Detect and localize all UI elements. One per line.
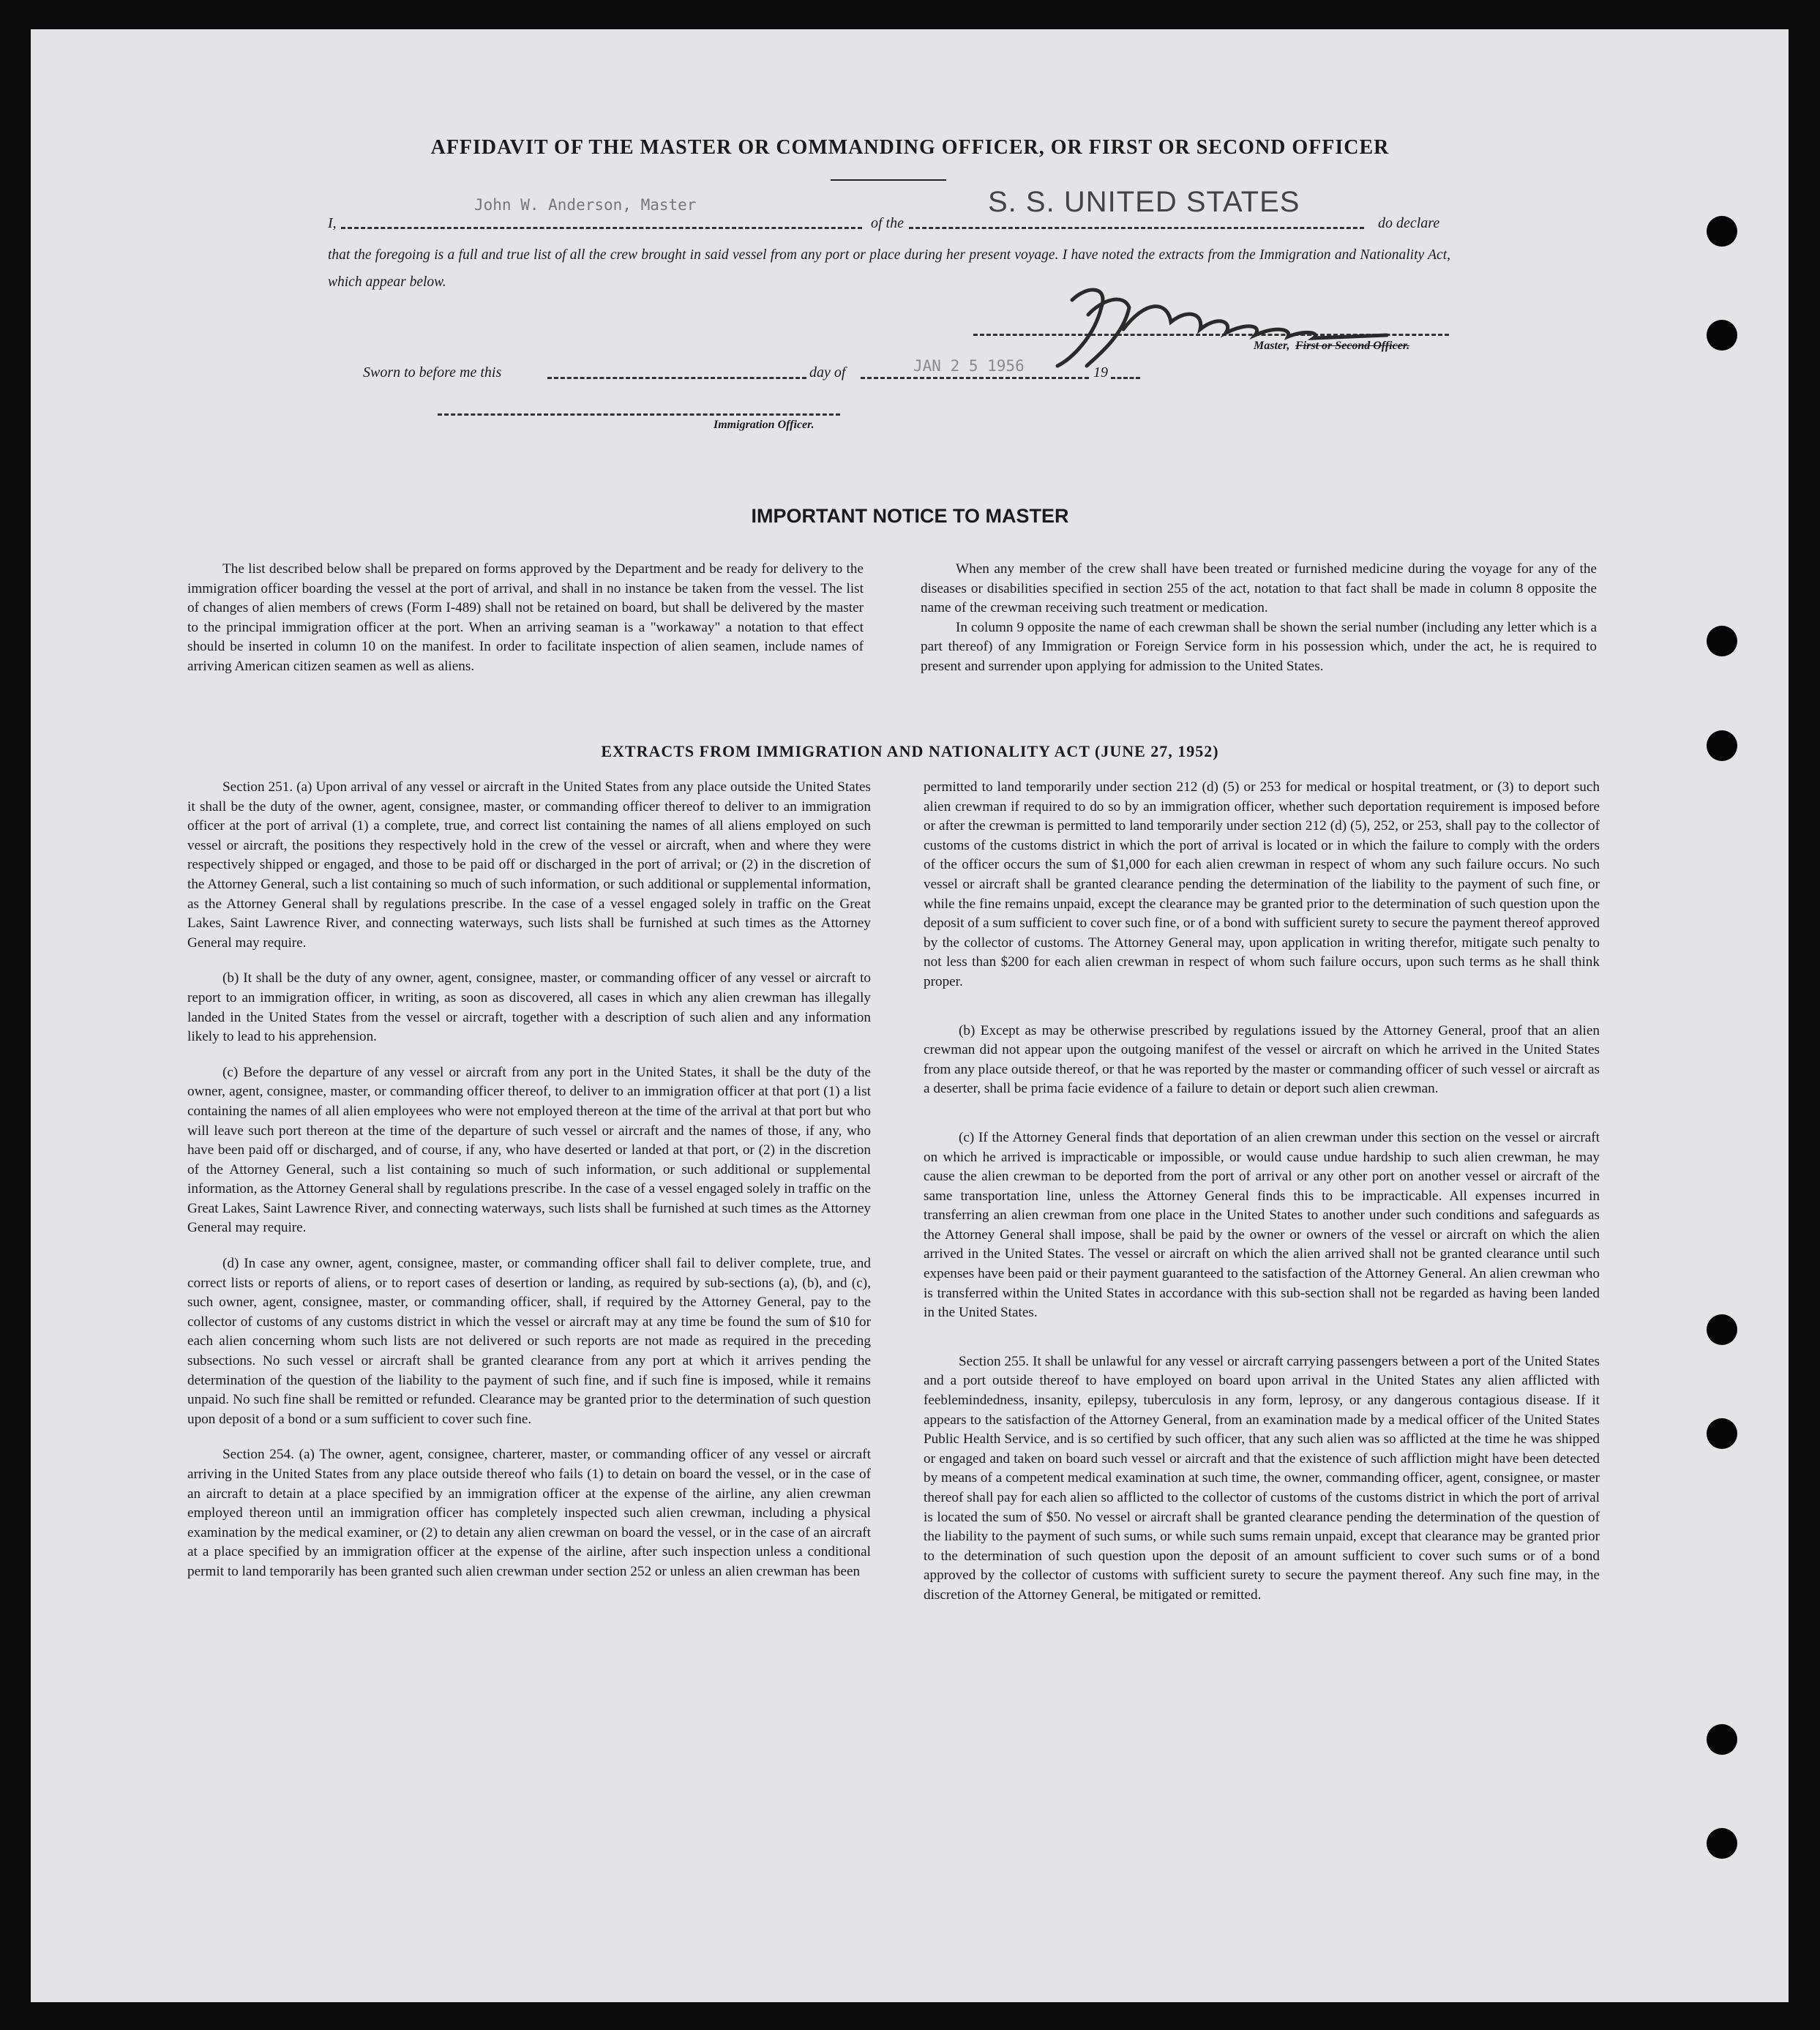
section-254c: (c) If the Attorney General finds that deportation of an alien crewman under this section on the vessel or aircraft on which he arrived is impracticable or impossible, or would cause undue hardship to such alien crewman, he may cause the alien crewman to be deported from the port of arrival or any other port on another vessel or aircraft of the same transportation line, unless the Attorney General finds this to be impracticable. All expenses incurred in transferring an alien crewman from one place in the United States to another under such conditions and safeguards as the Attorney General shall impose, shall be paid by the owner or owners of the vessel or aircraft on which the alien arrived in the United States. The vessel or aircraft on which the alien arrived shall not be granted clearance until such expenses have been paid or their payment guaranteed to the satisfaction of the Attorney General. An alien crewman who is transferred within the United States in accordance with this sub-section shall not be regarded as having been landed in the United States. <box>924 1129 1600 1321</box>
section-251a: Section 251. (a) Upon arrival of any vessel or aircraft in the United States from any place outside the United States it shall be the duty of the owner, agent, consignee, master, or commanding officer thereof to deliver to an immigration officer at the port of arrival (1) a complete, true, and correct list containing the names of all aliens employed on such vessel or aircraft, the positions they respectively hold in the crew of the vessel or aircraft, when and where they were respectively shipped or engaged, and those to be paid off or discharged in the port of arrival; or (2) in the discretion of the Attorney General, such a list containing so much of such information, or such additional or supplemental information, as the Attorney General shall by regulations prescribe. In the case of a vessel engaged solely in traffic on the Great Lakes, Saint Lawrence River, and connecting waterways, such lists shall be furnished at such times as the Attorney General may require. <box>187 779 871 951</box>
section-251b: (b) It shall be the duty of any owner, agent, consignee, master, or commanding officer of any vessel or aircraft to report to an immigration officer, in writing, as soon as discovered, all cases in which any alien crewman has illegally landed in the United States from the vessel or aircraft, together with a description of such alien and any information likely to lead to his apprehension. <box>187 970 871 1045</box>
declaration-text: that the foregoing is a full and true list of all the crew brought in said vessel from any port or place during her present voyage. I have noted the extracts from the Immigration and Nationality Act, which appear below. <box>328 247 1450 290</box>
notice-left-paragraph: The list described below shall be prepared on forms approved by the Department and be ready for delivery to the immigration officer boarding the vessel at the port of arrival, and shall in no instance be taken from the vessel. The list of changes of alien members of crews (Form I-489) shall not be retained on board, but shall be delivered by the master to the principal immigration officer at the port. When an arriving seaman is a "workaway" a notation to that effect should be inserted in column 10 on the manifest. In order to facilitate inspection of alien seamen, include names of arriving American citizen seamen as well as aliens. <box>187 561 864 674</box>
do-declare-label: do declare <box>1378 215 1440 231</box>
sworn-month-line <box>861 377 1089 379</box>
punch-hole <box>1707 626 1737 656</box>
day-of-label: day of <box>809 364 846 381</box>
punch-hole <box>1707 320 1737 351</box>
declarant-name: John W. Anderson, Master <box>474 196 697 214</box>
punch-hole <box>1707 1724 1737 1755</box>
vessel-name-line <box>909 227 1364 229</box>
extracts-left-column <box>187 778 871 1582</box>
punch-hole <box>1707 1314 1737 1345</box>
sworn-day-line <box>547 377 806 379</box>
notice-left-column <box>187 560 864 677</box>
title-underline <box>831 179 946 181</box>
sworn-year-line <box>1111 377 1140 379</box>
declarant-label: I, <box>328 215 337 231</box>
section-254b: (b) Except as may be otherwise prescribed by regulations issued by the Attorney General, proof that an alien crewman did not appear upon the outgoing manifest of the vessel or aircraft on which he arrived in the United States from any place outside thereof, or that he was reported by the master or commanding officer of such vessel or aircraft as a deserter, shall be prima facie evidence of a failure to detain or deport such alien crewman. <box>924 1022 1600 1097</box>
extracts-right-column <box>924 778 1600 1606</box>
sworn-label: Sworn to before me this <box>363 364 502 381</box>
year-label: 19 <box>1093 364 1108 381</box>
of-the-label: of the <box>871 215 904 231</box>
punch-hole <box>1707 1418 1737 1449</box>
punch-hole <box>1707 1828 1737 1859</box>
extracts-title: EXTRACTS FROM IMMIGRATION AND NATIONALITY ACT (JUNE 27, 1952) <box>601 742 1219 760</box>
declarant-name-line <box>341 227 862 229</box>
signature-text <box>1083 307 1159 323</box>
notice-right-paragraph-2: In column 9 opposite the name of each crewman shall be shown the serial number (including any letter which is a part thereof) of any Immigration or Foreign Service form in his possession which, under the act, he is required to present and surrender upon applying for admission to the United States. <box>921 619 1597 674</box>
section-255: Section 255. It shall be unlawful for any vessel or aircraft carrying passengers between a port of the United States and a port outside thereof to have employed on board upon arrival in the United States any alien afflicted with feeblemindedness, insanity, epilepsy, tuberculosis in any form, leprosy, or any dangerous contagious disease. If it appears to the satisfaction of the Attorney General, from an examination made by a medical officer of the United States Public Health Service, and is so certified by such officer, that any such alien was so afflicted at the time he was shipped or engaged and taken on board such vessel or aircraft and that the existence of such affliction might have been detected by means of a competent medical examination at such time, the owner, commanding officer, agent, consignee, or master thereof shall pay for each alien so afflicted to the collector of customs of the customs district in which the port of arrival is located the sum of $50. No vessel or aircraft shall be granted clearance pending the determination of the question of the liability to the payment of such sums, or while such sums remain unpaid, except that clearance may be granted prior to the determination of such question upon the deposit of an amount sufficient to cover such sums or of a bond approved by the collector of customs with sufficient surety to secure the payment thereof. Any such fine may, in the discretion of the Attorney General, be mitigated or remitted. <box>924 1353 1600 1603</box>
form-title: AFFIDAVIT OF THE MASTER OR COMMANDING OFFICER, OR FIRST OR SECOND OFFICER <box>430 136 1390 159</box>
immigration-officer-label: Immigration Officer. <box>714 419 814 431</box>
signature-role-master: Master, <box>1254 340 1290 352</box>
notice-right-paragraph-1: When any member of the crew shall have been treated or furnished medicine during the voyage for any of the diseases or disabilities specified in section 255 of the act, notation to that fact shall be made in column 8 opposite the name of the crewman receiving such treatment or medication. <box>921 561 1597 616</box>
punch-hole <box>1707 216 1737 247</box>
section-254a: Section 254. (a) The owner, agent, consignee, charterer, master, or commanding officer of any vessel or aircraft arriving in the United States from any place outside thereof who fails (1) to detain on board the vessel, or in the case of an aircraft to detain at a place specified by an immigration officer at the expense of the airline, any alien crewman employed thereon until an immigration officer has completely inspected such alien crewman, including a physical examination by the medical examiner, or (2) to detain any alien crewman on board the vessel, or in the case of an aircraft at a place specified by an immigration officer at the expense of the airline, after such inspection unless a conditional permit to land temporarily has been granted such alien crewman under section 252 or unless an alien crewman has been <box>187 1447 871 1579</box>
notice-right-column <box>921 560 1597 677</box>
notice-title: IMPORTANT NOTICE TO MASTER <box>751 505 1069 527</box>
section-251c: (c) Before the departure of any vessel or aircraft from any port in the United States, it shall be the duty of the owner, agent, consignee, master, or commanding officer thereof, to deliver to an immigration officer at that port (1) a list containing the names of all alien employees who were not employed thereon at the time of the arrival at that port but who will leave such port thereon at the time of the departure of such vessel or aircraft and the names of those, if any, who have been paid off or discharged, and of course, if any, who have deserted or landed at that port, or (2) in the discretion of the Attorney General, such a list containing so much of such information, or such additional or supplemental information, as the Attorney General shall by regulations prescribe. In the case of a vessel engaged solely in traffic on the Great Lakes, Saint Lawrence River, and connecting waterways, such lists shall be furnished at such times as the Attorney General may require. <box>187 1064 871 1236</box>
section-254a-continued: permitted to land temporarily under section 212 (d) (5) or 253 for medical or hospital treatment, or (3) to deport such alien crewman if required to do so by an immigration officer, whether such deportation requirement is imposed before or after the crewman is permitted to land temporarily under section 212 (d) (5), 252, or 253, shall pay to the collector of customs of the customs district in which the port of arrival is located or in which the failure to comply with the orders of the officer occurs the sum of $1,000 for each alien crewman in respect of whom any such failure occurs. No such vessel or aircraft shall be granted clearance pending the determination of the liability to the payment of such fine, or while the fine remains unpaid, except the clearance may be granted prior to the determination of such question upon the deposit of a sum sufficient to cover such fine, or of a bond with sufficient surety to secure the payment thereof approved by the collector of customs. The Attorney General may, upon application in writing therefor, mitigate such penalty to not less than $200 for each alien crewman in respect of whom such failure occurs, upon such terms as he shall think proper. <box>924 779 1600 989</box>
section-251d: (d) In case any owner, agent, consignee, master, or commanding officer shall fail to deliver complete, true, and correct lists or reports of aliens, or to report cases of desertion or landing, as required by sub-sections (a), (b), and (c), such owner, agent, consignee, master, or commanding officer, shall, if required by the Attorney General, pay to the collector of customs of any customs district in which the vessel or aircraft may at any time be found the sum of $10 for each alien concerning whom such lists are not delivered or such reports are not made as required in the preceding subsections. No such vessel or aircraft shall be granted clearance from any port at which it arrives pending the determination of the question of the liability to the payment of such fine, and if such fine is imposed, while it remains unpaid. No such fine shall be remitted or refunded. Clearance may be granted prior to the determination of such question upon deposit of a bond or a sum sufficient to cover such fine. <box>187 1256 871 1427</box>
date-stamp: JAN 2 5 1956 <box>913 357 1025 375</box>
vessel-name-stamp: S. S. UNITED STATES <box>988 186 1300 218</box>
immigration-officer-line <box>438 413 840 416</box>
signature-role-struck: First or Second Officer. <box>1295 340 1410 352</box>
